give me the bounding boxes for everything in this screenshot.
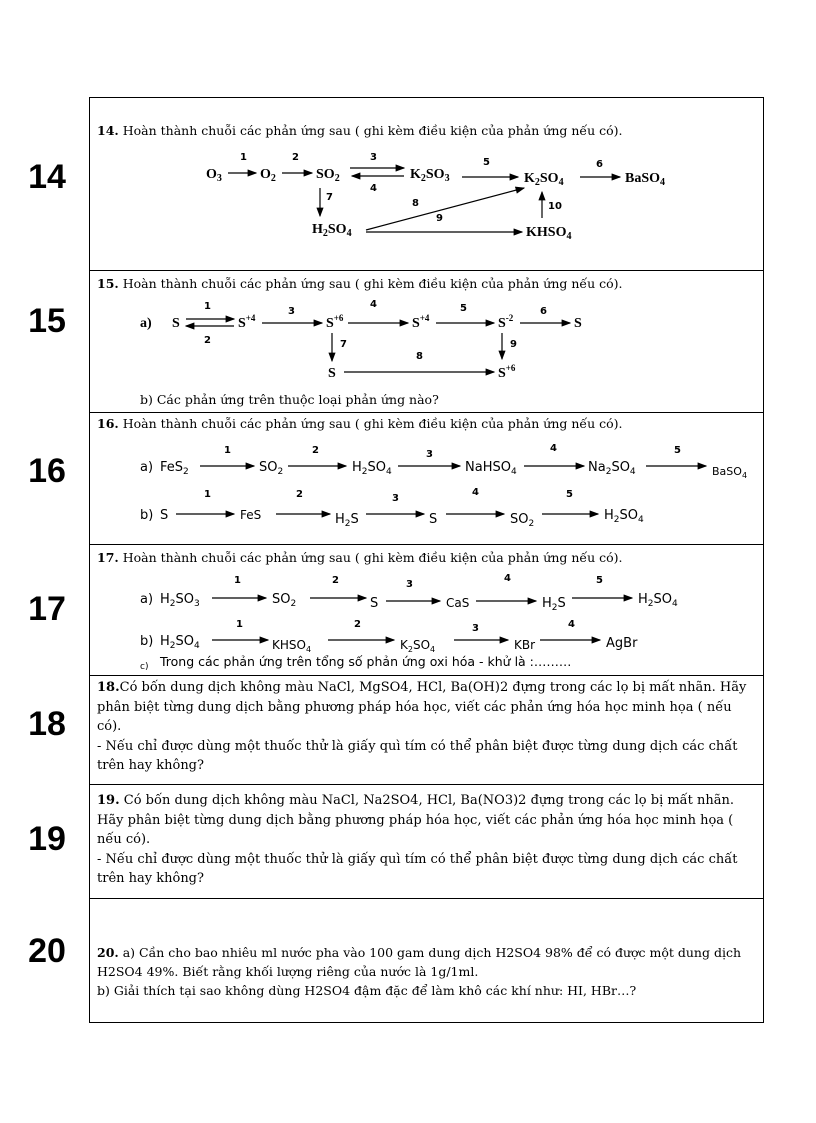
svg-text:KHSO4: $KHSO_4$ — [272, 638, 312, 654]
svg-text:1: 1 — [204, 489, 211, 500]
question-number-16: 16 — [28, 452, 66, 490]
svg-text:5: 5 — [460, 303, 467, 314]
species-o2: $O_2$ — [260, 167, 276, 184]
svg-text:H2SO4: $H_2SO_4$ — [160, 634, 200, 651]
svg-text:2: 2 — [204, 335, 211, 346]
question-14-reaction-chain — [90, 98, 765, 270]
svg-text:1: 1 — [236, 619, 243, 630]
svg-text:6: 6 — [540, 306, 547, 317]
svg-text:NaHSO4: NaHSO$_4$ — [465, 460, 517, 477]
step-5: 5 — [483, 157, 490, 168]
question-17-cell — [90, 544, 763, 675]
question-20-cell — [90, 898, 763, 1022]
question-number-20: 20 — [28, 932, 66, 970]
svg-text:SO2: $SO_2$ — [510, 512, 535, 529]
question-number-18: 18 — [28, 705, 66, 743]
step-3: 3 — [370, 152, 377, 163]
svg-text:H2SO4: $H_2SO_4$ — [352, 460, 392, 477]
species-s: S — [172, 316, 180, 331]
question-15-cell — [90, 270, 763, 412]
svg-text:SO2: $SO_2$ — [259, 460, 284, 477]
species-k2so3: $K_2SO_3$ — [410, 167, 450, 184]
svg-text:9: 9 — [510, 339, 517, 350]
species-khso4: $KHSO_4$ — [526, 225, 572, 242]
question-14-prompt: 14. Hoàn thành chuỗi các phản ứng sau ( ghi kèm điều kiện của phản ứng nếu có). — [97, 123, 623, 138]
step-6: 6 — [596, 159, 603, 170]
svg-text:5: 5 — [596, 575, 603, 586]
question-16-cell — [90, 412, 763, 544]
svg-text:1: 1 — [234, 575, 241, 586]
svg-text:Trong các phản ứng trên tổng s: Trong các phản ứng trên tổng số phản ứng oxi hóa - khử là :……… — [160, 654, 572, 669]
question-15-part-b: b) Các phản ứng trên thuộc loại phản ứng nào? — [140, 392, 439, 407]
question-18-prompt: 18.Có bốn dung dịch không màu NaCl, MgSO4, HCl, Ba(OH)2 đựng trong các lọ bị mất nhãn. Hãy phân biệt từng dung dịch bằng phương pháp hóa học, viết các phản ứng hóa học minh họa ( nếu có). - Nếu chỉ được dùng một thuốc thử là giấy quì tím có thể phân biệt được từng dung dịch các chất trên hay không? — [97, 680, 747, 773]
svg-text:4: 4 — [472, 487, 479, 498]
svg-text:FeS2: FeS$_2$ — [160, 460, 189, 477]
species-h2so4: $H_2SO_4$ — [312, 222, 352, 239]
step-1: 1 — [240, 152, 247, 163]
species-so2: $SO_2$ — [316, 167, 340, 184]
svg-text:CaS: CaS — [446, 596, 470, 610]
svg-text:2: 2 — [312, 445, 319, 456]
species-s-plus6: $S^{+6}$ — [326, 313, 344, 331]
svg-text:KBr: KBr — [514, 638, 536, 652]
svg-text:4: 4 — [568, 619, 575, 630]
svg-text:H2SO3: $H_2SO_3$ — [160, 592, 200, 609]
question-20-prompt: 20. a) Cần cho bao nhiêu ml nước pha vào 100 gam dung dịch H2SO4 98% để có được một dung dịch H2SO4 49%. Biết rằng khối lượng riêng của nước là 1g/1ml. b) Giải thích tại sao không dùng H2SO4 đậm đặc để làm khô các khí như: HI, HBr…? — [97, 945, 742, 998]
species-s-end: S — [574, 316, 582, 331]
svg-text:S: S — [429, 512, 438, 527]
step-4: 4 — [370, 183, 377, 194]
svg-text:b): b) — [140, 508, 154, 523]
svg-text:H2SO4: $H_2SO_4$ — [604, 508, 644, 525]
species-baso4: BaSO$_4$ — [625, 171, 666, 188]
question-table — [89, 97, 764, 1023]
question-number-15: 15 — [28, 302, 66, 340]
step-10: 10 — [548, 201, 562, 212]
question-number-14: 14 — [28, 158, 66, 196]
svg-text:AgBr: AgBr — [606, 636, 638, 651]
svg-text:8: 8 — [416, 351, 423, 362]
question-17-prompt: 17. Hoàn thành chuỗi các phản ứng sau ( ghi kèm điều kiện của phản ứng nếu có). — [97, 550, 623, 565]
svg-text:3: 3 — [288, 306, 295, 317]
step-8: 8 — [412, 198, 419, 209]
svg-text:2: 2 — [354, 619, 361, 630]
species-k2so4: $K_2SO_4$ — [524, 171, 564, 188]
svg-text:4: 4 — [550, 443, 557, 454]
svg-text:2: 2 — [332, 575, 339, 586]
svg-text:BaSO4: BaSO$_4$ — [712, 465, 748, 480]
step-2: 2 — [292, 152, 299, 163]
question-number-19: 19 — [28, 820, 66, 858]
question-16-prompt: 16. Hoàn thành chuỗi các phản ứng sau ( ghi kèm điều kiện của phản ứng nếu có). — [97, 416, 623, 431]
svg-text:3: 3 — [392, 493, 399, 504]
svg-text:4: 4 — [370, 299, 377, 310]
species-s-plus4-b: $S^{+4}$ — [412, 313, 430, 331]
svg-text:K2SO4: $K_2SO_4$ — [400, 638, 436, 654]
species-s-plus4: $S^{+4}$ — [238, 313, 256, 331]
svg-text:c): c) — [140, 662, 149, 672]
svg-text:S: S — [160, 508, 169, 523]
svg-text:S: S — [370, 596, 379, 611]
species-s-bottom: S — [328, 366, 336, 381]
species-o3: $O_3$ — [206, 167, 222, 184]
question-19-cell — [90, 784, 763, 898]
svg-text:Na2SO4: $Na_2SO_4$ — [588, 460, 636, 477]
svg-text:3: 3 — [406, 579, 413, 590]
svg-text:2: 2 — [296, 489, 303, 500]
question-15-prompt: 15. Hoàn thành chuỗi các phản ứng sau ( ghi kèm điều kiện của phản ứng nếu có). — [97, 276, 623, 291]
svg-text:H2SO4: $H_2SO_4$ — [638, 592, 678, 609]
svg-text:7: 7 — [340, 339, 347, 350]
svg-text:H2S: $H_2S$ — [542, 596, 566, 613]
svg-text:5: 5 — [566, 489, 573, 500]
question-18-cell — [90, 675, 763, 784]
svg-text:H2S: $H_2S$ — [335, 512, 359, 529]
svg-text:5: 5 — [674, 445, 681, 456]
species-s-plus6-bottom: $S^{+6}$ — [498, 363, 516, 381]
step-9: 9 — [436, 213, 443, 224]
svg-text:1: 1 — [204, 301, 211, 312]
svg-text:SO2: $SO_2$ — [272, 592, 297, 609]
question-17-reaction-chain — [90, 545, 765, 676]
species-s-minus2: $S^{-2}$ — [498, 313, 514, 331]
svg-text:a): a) — [140, 460, 154, 475]
svg-text:b): b) — [140, 634, 154, 649]
svg-text:a): a) — [140, 592, 154, 607]
arrow-8 — [366, 188, 524, 230]
step-7: 7 — [326, 192, 333, 203]
question-14-cell — [90, 98, 763, 270]
svg-text:3: 3 — [426, 449, 433, 460]
question-number-17: 17 — [28, 590, 66, 628]
part-a-label: a) — [140, 316, 152, 331]
svg-text:1: 1 — [224, 445, 231, 456]
svg-text:4: 4 — [504, 573, 511, 584]
svg-text:FeS: FeS — [240, 508, 262, 522]
question-19-prompt: 19. Có bốn dung dịch không màu NaCl, Na2SO4, HCl, Ba(NO3)2 đựng trong các lọ bị mất nhãn. Hãy phân biệt từng dung dịch bằng phương pháp hóa học, viết các phản ứng hóa học minh họa ( nếu có). - Nếu chỉ được dùng một thuốc thử là giấy quì tím có thể phân biệt được từng dung dịch các chất trên hay không? — [97, 793, 738, 886]
question-16-reaction-chain — [90, 413, 765, 545]
svg-text:3: 3 — [472, 623, 479, 634]
